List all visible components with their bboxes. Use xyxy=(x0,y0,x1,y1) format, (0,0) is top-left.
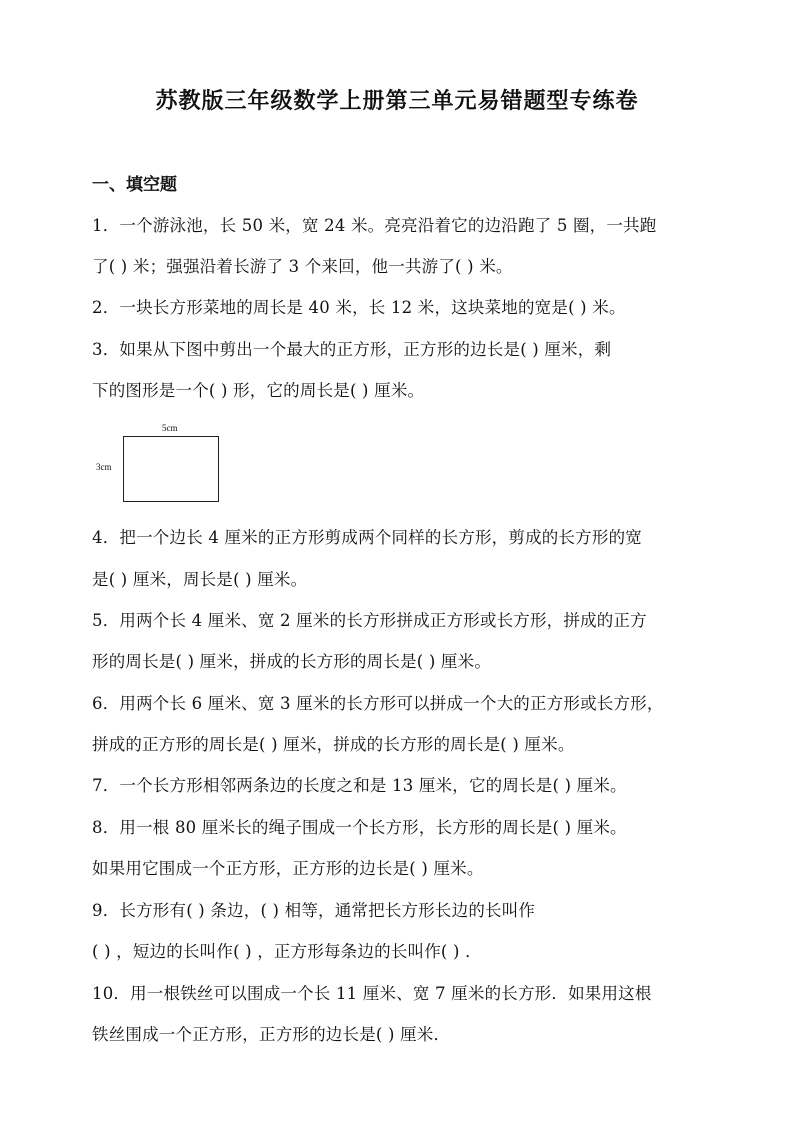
question-8-line-2: 如果用它围成一个正方形，正方形的边长是( ) 厘米。 xyxy=(92,859,484,878)
question-7-line-1: 7．一个长方形相邻两条边的长度之和是 13 厘米，它的周长是( ) 厘米。 xyxy=(92,776,627,795)
question-3-line-1: 3．如果从下图中剪出一个最大的正方形，正方形的边长是( ) 厘米，剩 xyxy=(92,340,612,359)
rectangle-shape xyxy=(123,436,219,502)
figure-side-label: 3cm xyxy=(96,462,112,472)
question-2-line-1: 2．一块长方形菜地的周长是 40 米，长 12 米，这块菜地的宽是( ) 米。 xyxy=(92,298,626,317)
section-heading: 一、填空题 xyxy=(92,175,177,195)
question-9-line-2: ( ) ，短边的长叫作( ) ，正方形每条边的长叫作( ) ． xyxy=(92,942,482,961)
question-4-line-2: 是( ) 厘米，周长是( ) 厘米。 xyxy=(92,570,308,589)
question-8-line-1: 8．用一根 80 厘米长的绳子围成一个长方形，长方形的周长是( ) 厘米。 xyxy=(92,818,627,837)
question-1-line-2: 了( ) 米；强强沿着长游了 3 个来回，他一共游了( ) 米。 xyxy=(92,257,513,276)
question-6-line-2: 拼成的正方形的周长是( ) 厘米，拼成的长方形的周长是( ) 厘米。 xyxy=(92,735,575,754)
question-5-line-1: 5．用两个长 4 厘米、宽 2 厘米的长方形拼成正方形或长方形，拼成的正方 xyxy=(92,611,647,630)
rectangle-figure xyxy=(92,420,232,510)
page-title: 苏教版三年级数学上册第三单元易错题型专练卷 xyxy=(155,88,639,114)
question-1-line-1: 1．一个游泳池，长 50 米，宽 24 米。亮亮沿着它的边沿跑了 5 圈，一共跑 xyxy=(92,216,657,235)
question-6-line-1: 6．用两个长 6 厘米、宽 3 厘米的长方形可以拼成一个大的正方形或长方形， xyxy=(92,694,664,713)
question-5-line-2: 形的周长是( ) 厘米，拼成的长方形的周长是( ) 厘米。 xyxy=(92,652,492,671)
question-10-line-1: 10．用一根铁丝可以围成一个长 11 厘米、宽 7 厘米的长方形．如果用这根 xyxy=(92,984,652,1003)
question-3-line-2: 下的图形是一个( ) 形，它的周长是( ) 厘米。 xyxy=(92,381,425,400)
question-9-line-1: 9．长方形有( ) 条边，( ) 相等，通常把长方形长边的长叫作 xyxy=(92,901,536,920)
question-10-line-2: 铁丝围成一个正方形，正方形的边长是( ) 厘米． xyxy=(92,1025,451,1044)
question-4-line-1: 4．把一个边长 4 厘米的正方形剪成两个同样的长方形，剪成的长方形的宽 xyxy=(92,528,642,547)
figure-top-label: 5cm xyxy=(162,423,178,433)
